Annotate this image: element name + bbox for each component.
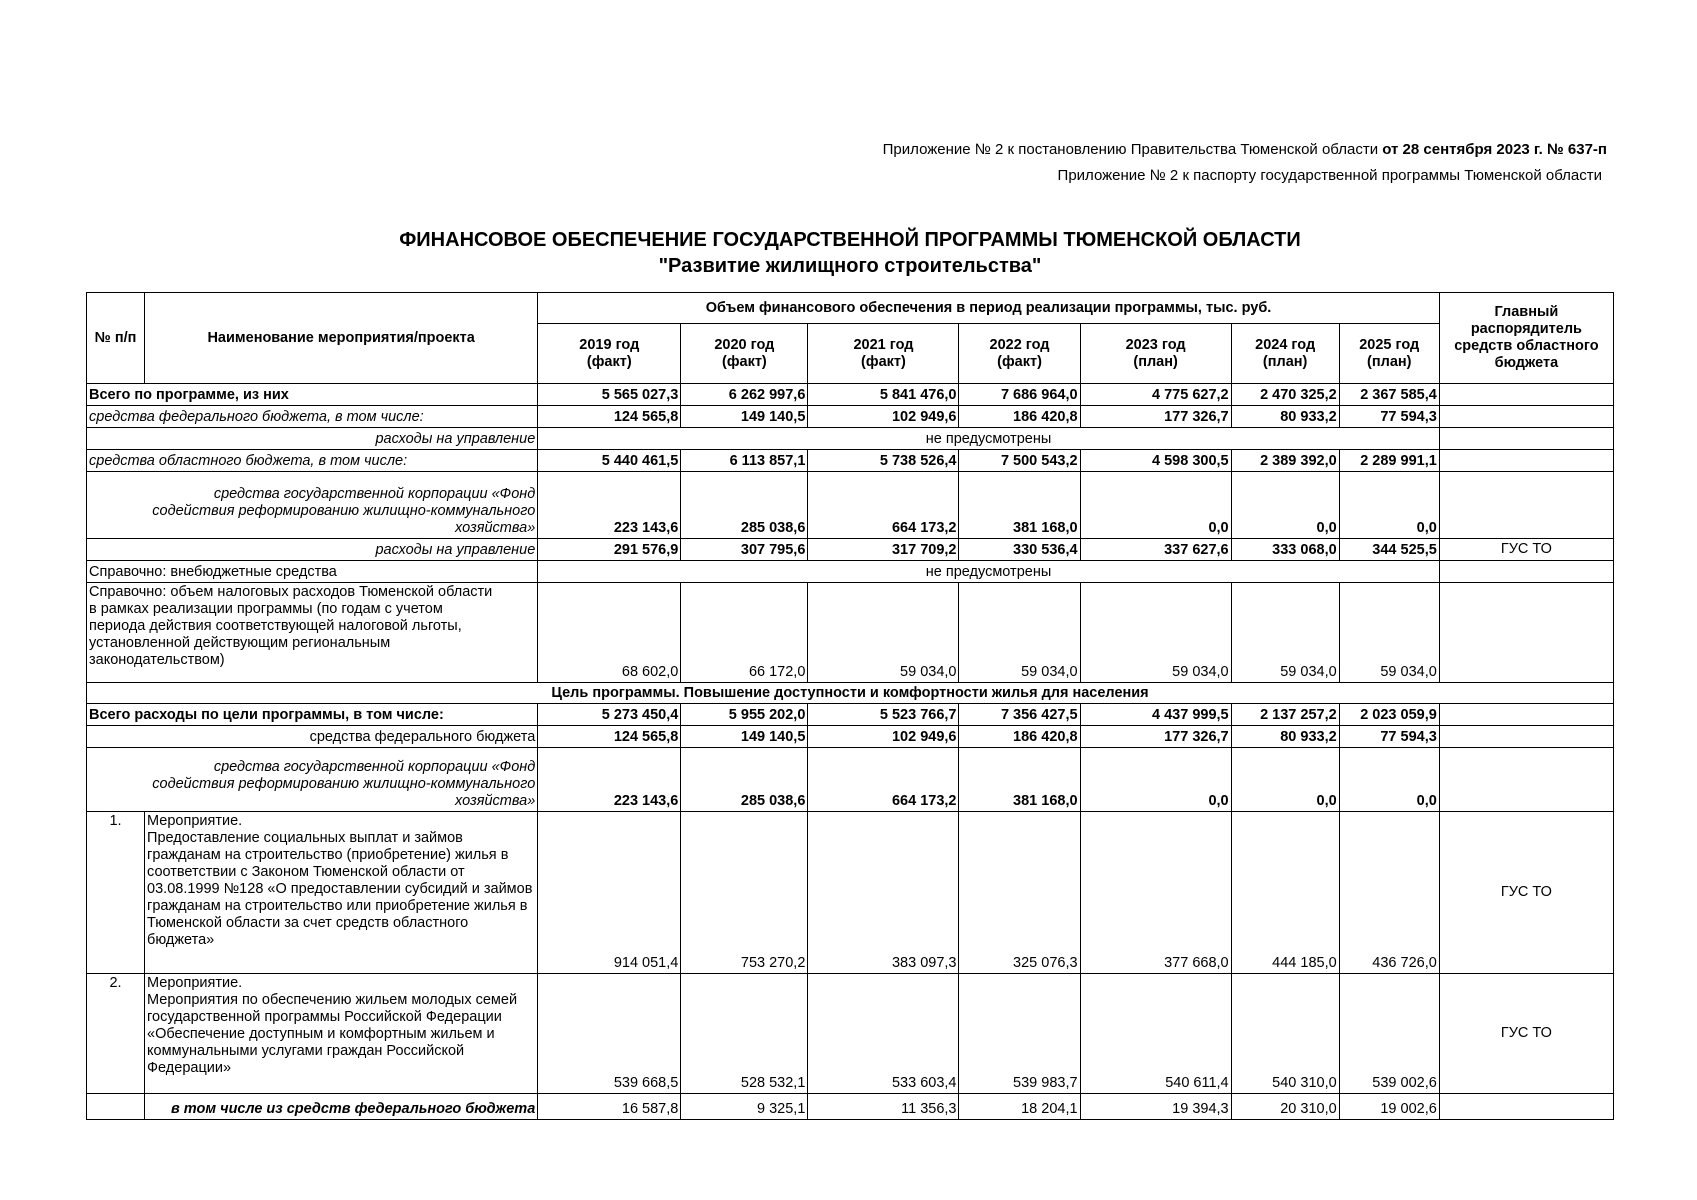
value-cell: 664 173,2 — [808, 472, 959, 539]
value-cell: 337 627,6 — [1080, 539, 1231, 561]
value-cell: 186 420,8 — [959, 406, 1080, 428]
manager-cell — [1439, 704, 1613, 726]
title-line-1: ФИНАНСОВОЕ ОБЕСПЕЧЕНИЕ ГОСУДАРСТВЕННОЙ ПРОГРАММЫ ТЮМЕНСКОЙ ОБЛАСТИ — [399, 229, 1301, 251]
value-cell: 77 594,3 — [1339, 726, 1439, 748]
value-cell: 344 525,5 — [1339, 539, 1439, 561]
value-cell: 2 389 392,0 — [1231, 450, 1339, 472]
value-cell: 383 097,3 — [808, 812, 959, 974]
row-fund — [87, 472, 1614, 539]
row-label: Мероприятие. Предоставление социальных выплат и займов гражданам на строительство (приобретение) жилья в соответствии с Законом Тюменской области от 03.08.1999 №128 «О предоставлении субсидий и займов гражданам на строительство или приобретение жилья в Тюменской области за счет средств областного бюджета» — [145, 812, 538, 974]
value-cell: 7 356 427,5 — [959, 704, 1080, 726]
manager-cell — [1439, 428, 1613, 450]
manager-cell — [1439, 726, 1613, 748]
row-regional — [87, 450, 1614, 472]
value-cell: 186 420,8 — [959, 726, 1080, 748]
manager-cell: ГУС ТО — [1439, 812, 1613, 974]
value-cell: 330 536,4 — [959, 539, 1080, 561]
row-goal-fund — [87, 748, 1614, 812]
year-header: 2024 год (план) — [1231, 324, 1339, 384]
value-cell: 2 289 991,1 — [1339, 450, 1439, 472]
row-label: средства федерального бюджета — [87, 726, 538, 748]
value-cell: 540 310,0 — [1231, 974, 1339, 1094]
value-cell: 7 686 964,0 — [959, 384, 1080, 406]
value-cell: 102 949,6 — [808, 406, 959, 428]
row-label: расходы на управление — [87, 428, 538, 450]
value-cell: 18 204,1 — [959, 1094, 1080, 1120]
value-cell: 444 185,0 — [1231, 812, 1339, 974]
year-header: 2020 год (факт) — [681, 324, 808, 384]
row-extrabudget — [87, 561, 1614, 583]
appendix-line-1 — [883, 141, 1607, 158]
row-number — [87, 1094, 145, 1120]
manager-cell: ГУС ТО — [1439, 539, 1613, 561]
value-cell: 7 500 543,2 — [959, 450, 1080, 472]
row-goal-federal — [87, 726, 1614, 748]
value-cell: 59 034,0 — [1339, 583, 1439, 683]
value-cell: 753 270,2 — [681, 812, 808, 974]
row-label: расходы на управление — [87, 539, 538, 561]
value-cell: 68 602,0 — [538, 583, 681, 683]
row-measure-2 — [87, 974, 1614, 1094]
value-cell: 664 173,2 — [808, 748, 959, 812]
value-cell: 6 113 857,1 — [681, 450, 808, 472]
value-cell: 333 068,0 — [1231, 539, 1339, 561]
appendix-line-1-prefix: Приложение № 2 к постановлению Правительства Тюменской области — [882, 141, 1379, 158]
value-cell: 0,0 — [1231, 748, 1339, 812]
value-cell: 177 326,7 — [1080, 726, 1231, 748]
value-cell: 307 795,6 — [681, 539, 808, 561]
appendix-line-1-date: от 28 сентября 2023 г. № 637-п — [1382, 141, 1607, 158]
value-cell: 124 565,8 — [538, 406, 681, 428]
row-goal — [87, 683, 1614, 704]
table-header-row — [87, 293, 1614, 324]
note-cell: не предусмотрены — [538, 428, 1440, 450]
row-number: 2. — [87, 974, 145, 1094]
value-cell: 533 603,4 — [808, 974, 959, 1094]
row-tax — [87, 583, 1614, 683]
year-header: 2025 год (план) — [1339, 324, 1439, 384]
value-cell: 5 565 027,3 — [538, 384, 681, 406]
document-title — [86, 227, 1614, 279]
value-cell: 4 775 627,2 — [1080, 384, 1231, 406]
row-label: средства государственной корпорации «Фонд содействия реформированию жилищно-коммунального хозяйства» — [87, 472, 538, 539]
value-cell: 80 933,2 — [1231, 726, 1339, 748]
value-cell: 5 738 526,4 — [808, 450, 959, 472]
financing-table — [86, 292, 1614, 1120]
value-cell: 436 726,0 — [1339, 812, 1439, 974]
row-label: в том числе из средств федерального бюджета — [145, 1094, 538, 1120]
col-header-manager: Главный распорядитель средств областного бюджета — [1439, 293, 1613, 384]
value-cell: 0,0 — [1231, 472, 1339, 539]
row-total — [87, 384, 1614, 406]
value-cell: 5 955 202,0 — [681, 704, 808, 726]
value-cell: 381 168,0 — [959, 748, 1080, 812]
value-cell: 291 576,9 — [538, 539, 681, 561]
value-cell: 5 841 476,0 — [808, 384, 959, 406]
value-cell: 2 470 325,2 — [1231, 384, 1339, 406]
value-cell: 0,0 — [1080, 472, 1231, 539]
year-header: 2021 год (факт) — [808, 324, 959, 384]
value-cell: 5 273 450,4 — [538, 704, 681, 726]
manager-cell — [1439, 1094, 1613, 1120]
value-cell: 325 076,3 — [959, 812, 1080, 974]
value-cell: 0,0 — [1080, 748, 1231, 812]
value-cell: 528 532,1 — [681, 974, 808, 1094]
manager-cell — [1439, 406, 1613, 428]
value-cell: 9 325,1 — [681, 1094, 808, 1120]
value-cell: 77 594,3 — [1339, 406, 1439, 428]
row-number: 1. — [87, 812, 145, 974]
row-measure-1 — [87, 812, 1614, 974]
row-label: средства областного бюджета, в том числе: — [87, 450, 538, 472]
value-cell: 80 933,2 — [1231, 406, 1339, 428]
row-regional-mgmt — [87, 539, 1614, 561]
value-cell: 59 034,0 — [959, 583, 1080, 683]
value-cell: 4 437 999,5 — [1080, 704, 1231, 726]
row-federal — [87, 406, 1614, 428]
row-label: Справочно: объем налоговых расходов Тюменской области в рамках реализации программы (по годам с учетом периода действия соответствующей налоговой льготы, установленной действующим региональным законодательством) — [87, 583, 538, 683]
value-cell: 5 440 461,5 — [538, 450, 681, 472]
row-measure-2-federal — [87, 1094, 1614, 1120]
value-cell: 2 137 257,2 — [1231, 704, 1339, 726]
value-cell: 285 038,6 — [681, 748, 808, 812]
col-header-volume: Объем финансового обеспечения в период реализации программы, тыс. руб. — [538, 293, 1440, 324]
row-label: Всего расходы по цели программы, в том числе: — [87, 704, 538, 726]
row-label: Мероприятие. Мероприятия по обеспечению жильем молодых семей государственной программы Российской Федерации «Обеспечение доступным и комфортным жильем и коммунальными услугами граждан Российской Федерации» — [145, 974, 538, 1094]
value-cell: 539 668,5 — [538, 974, 681, 1094]
value-cell: 0,0 — [1339, 748, 1439, 812]
manager-cell — [1439, 450, 1613, 472]
value-cell: 59 034,0 — [1080, 583, 1231, 683]
value-cell: 149 140,5 — [681, 406, 808, 428]
value-cell: 19 002,6 — [1339, 1094, 1439, 1120]
col-header-num: № п/п — [87, 293, 145, 384]
row-label: средства государственной корпорации «Фонд содействия реформированию жилищно-коммунального хозяйства» — [87, 748, 538, 812]
col-header-name: Наименование мероприятия/проекта — [145, 293, 538, 384]
value-cell: 2 367 585,4 — [1339, 384, 1439, 406]
manager-cell — [1439, 583, 1613, 683]
appendix-line-2: Приложение № 2 к паспорту государственной программы Тюменской области — [1057, 167, 1602, 184]
value-cell: 19 394,3 — [1080, 1094, 1231, 1120]
value-cell: 2 023 059,9 — [1339, 704, 1439, 726]
value-cell: 223 143,6 — [538, 472, 681, 539]
value-cell: 539 002,6 — [1339, 974, 1439, 1094]
manager-cell — [1439, 384, 1613, 406]
year-header: 2023 год (план) — [1080, 324, 1231, 384]
value-cell: 5 523 766,7 — [808, 704, 959, 726]
manager-cell — [1439, 561, 1613, 583]
row-label: Справочно: внебюджетные средства — [87, 561, 538, 583]
manager-cell — [1439, 748, 1613, 812]
value-cell: 381 168,0 — [959, 472, 1080, 539]
year-header: 2022 год (факт) — [959, 324, 1080, 384]
value-cell: 102 949,6 — [808, 726, 959, 748]
value-cell: 124 565,8 — [538, 726, 681, 748]
value-cell: 16 587,8 — [538, 1094, 681, 1120]
value-cell: 4 598 300,5 — [1080, 450, 1231, 472]
goal-heading: Цель программы. Повышение доступности и комфортности жилья для населения — [87, 683, 1614, 704]
row-label: Всего по программе, из них — [87, 384, 538, 406]
value-cell: 377 668,0 — [1080, 812, 1231, 974]
manager-cell — [1439, 472, 1613, 539]
title-line-2: "Развитие жилищного строительства" — [658, 255, 1042, 277]
note-cell: не предусмотрены — [538, 561, 1440, 583]
value-cell: 59 034,0 — [808, 583, 959, 683]
value-cell: 0,0 — [1339, 472, 1439, 539]
manager-cell: ГУС ТО — [1439, 974, 1613, 1094]
row-federal-mgmt — [87, 428, 1614, 450]
value-cell: 59 034,0 — [1231, 583, 1339, 683]
value-cell: 914 051,4 — [538, 812, 681, 974]
row-label: средства федерального бюджета, в том числе: — [87, 406, 538, 428]
value-cell: 285 038,6 — [681, 472, 808, 539]
value-cell: 66 172,0 — [681, 583, 808, 683]
value-cell: 6 262 997,6 — [681, 384, 808, 406]
value-cell: 540 611,4 — [1080, 974, 1231, 1094]
year-header: 2019 год (факт) — [538, 324, 681, 384]
value-cell: 149 140,5 — [681, 726, 808, 748]
value-cell: 223 143,6 — [538, 748, 681, 812]
value-cell: 539 983,7 — [959, 974, 1080, 1094]
value-cell: 11 356,3 — [808, 1094, 959, 1120]
row-goal-total — [87, 704, 1614, 726]
value-cell: 317 709,2 — [808, 539, 959, 561]
value-cell: 177 326,7 — [1080, 406, 1231, 428]
value-cell: 20 310,0 — [1231, 1094, 1339, 1120]
